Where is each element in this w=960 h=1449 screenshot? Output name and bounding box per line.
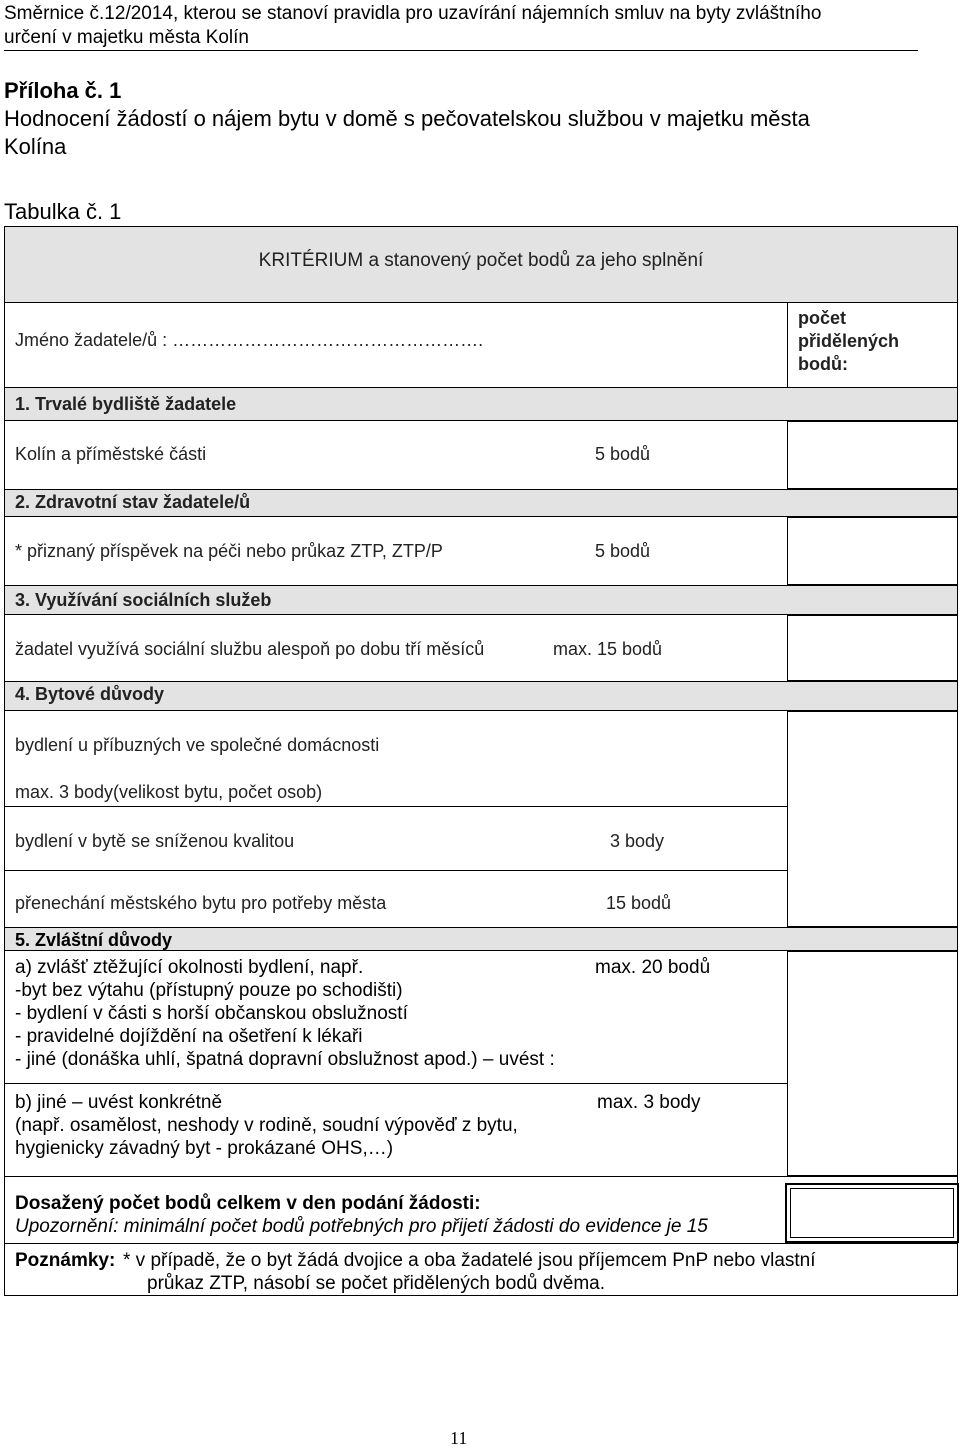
notes-row-top-line [4, 1243, 958, 1244]
table-header-text: KRITÉRIUM a stanovený počet bodů za jeho splnění [258, 250, 704, 271]
section-5-line-5: - jiné (donáška uhlí, špatná dopravní obslužnost apod.) – uvést : [15, 1049, 555, 1070]
table-label: Tabulka č. 1 [4, 199, 122, 224]
section-4-title: 4. Bytové důvody [15, 684, 165, 704]
section-5-line-1: a) zvlášť ztěžující okolnosti bydlení, např. [15, 957, 364, 978]
section-1-points: 5 bodů [595, 444, 651, 464]
header-divider [4, 50, 918, 51]
points-column-header-3: bodů: [798, 354, 848, 374]
applicant-name-label: Jméno žadatele/ů : ……………………………………………. [15, 330, 484, 350]
section-4-item-2: max. 3 body(velikost bytu, počet osob) [15, 782, 323, 802]
section-4-points-3: 3 body [610, 831, 665, 851]
section-4-divider-b [4, 870, 787, 871]
section-5-b-line-3: hygienicky závadný byt - prokázané OHS,…) [15, 1138, 394, 1159]
doc-header-line2: určení v majetku města Kolín [4, 27, 249, 48]
total-row-top-line [4, 1176, 958, 1177]
points-column-header-2: přidělených [798, 331, 900, 351]
section-5-title: 5. Zvláštní důvody [15, 930, 173, 950]
section-1-title: 1. Trvalé bydliště žadatele [15, 394, 237, 414]
page-number: 11 [450, 1428, 468, 1448]
section-5-b-line-1: b) jiné – uvést konkrétně [15, 1092, 223, 1113]
annex-title-line1: Hodnocení žádostí o nájem bytu v domě s pečovatelskou službou v majetku města [4, 106, 810, 131]
total-label: Dosažený počet bodů celkem v den podání žádosti: [15, 1193, 481, 1214]
section-5-line-2: -byt bez výtahu (přístupný pouze po schodišti) [15, 980, 403, 1001]
section-2-title: 2. Zdravotní stav žadatele/ů [15, 492, 251, 512]
notes-label: Poznámky: [15, 1250, 116, 1271]
section-5-points-a: max. 20 bodů [595, 957, 711, 978]
section-5-points-cell[interactable] [787, 951, 958, 1176]
section-3-points: max. 15 bodů [553, 639, 663, 659]
section-4-item-3: bydlení v bytě se sníženou kvalitou [15, 831, 295, 851]
section-1-item: Kolín a příměstské části [15, 444, 207, 464]
section-4-item-1: bydlení u příbuzných ve společné domácnosti [15, 735, 380, 755]
section-4-item-4: přenechání městského bytu pro potřeby města [15, 893, 387, 913]
section-5-line-4: - pravidelné dojíždění na ošetření k lékaři [15, 1026, 363, 1047]
section-2-points-cell[interactable] [787, 517, 958, 585]
section-4-points-cell[interactable] [787, 711, 958, 927]
section-5-divider [4, 1083, 787, 1084]
section-3-title: 3. Využívání sociálních služeb [15, 590, 272, 610]
notes-line-1: * v případě, že o byt žádá dvojice a oba žadatelé jsou příjemcem PnP nebo vlastní [123, 1250, 816, 1271]
annex-label: Příloha č. 1 [4, 78, 122, 103]
minimum-points-warning: Upozornění: minimální počet bodů potřebných pro přijetí žádosti do evidence je 15 [15, 1216, 708, 1237]
total-points-box[interactable] [790, 1188, 954, 1238]
points-column-header-1: počet [798, 308, 847, 328]
section-3-points-cell[interactable] [787, 615, 958, 681]
section-4-points-4: 15 bodů [606, 893, 672, 913]
section-5-b-line-2: (např. osamělost, neshody v rodině, soudní výpověď z bytu, [15, 1115, 518, 1136]
section-4-divider-a [4, 806, 787, 807]
annex-title-line2: Kolína [4, 134, 67, 159]
section-1-points-cell[interactable] [787, 421, 958, 489]
doc-header-line1: Směrnice č.12/2014, kterou se stanoví pravidla pro uzavírání nájemních smluv na byty zvláštního [4, 3, 822, 24]
notes-line-2: průkaz ZTP, násobí se počet přidělených bodů dvěma. [147, 1273, 606, 1294]
section-3-item: žadatel využívá sociální službu alespoň po dobu tří měsíců [15, 639, 485, 659]
section-2-points: 5 bodů [595, 541, 651, 561]
section-5-line-3: - bydlení v části s horší občanskou obslužností [15, 1003, 408, 1024]
section-2-item: * přiznaný příspěvek na péči nebo průkaz ZTP, ZTP/P [15, 541, 443, 561]
section-5-points-b: max. 3 body [597, 1092, 701, 1113]
